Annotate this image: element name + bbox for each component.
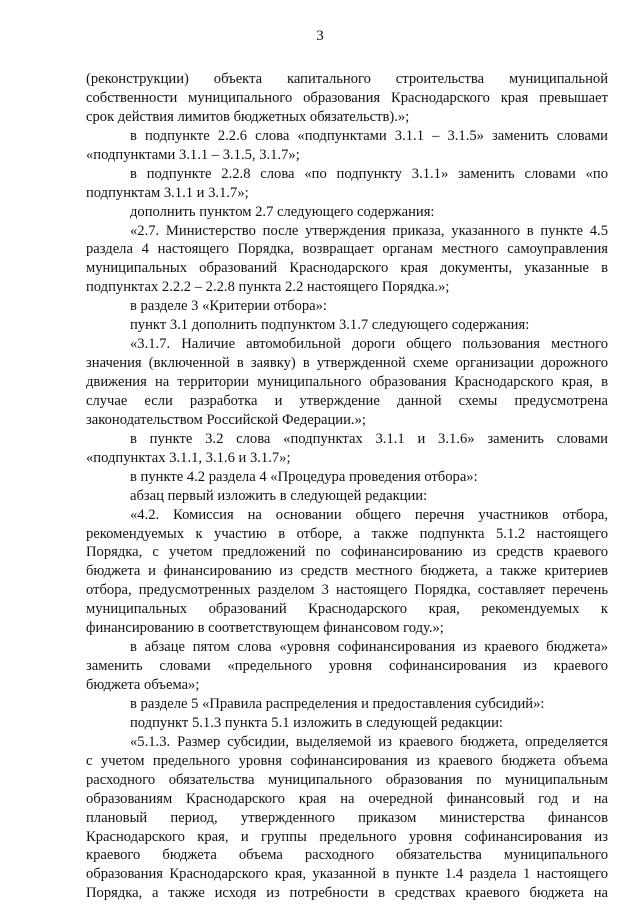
text-line: пункт 3.1 дополнить подпунктом 3.1.7 следующего содержания: [130, 317, 530, 334]
text-line: плановый период, утвержденного приказом министерства финансов [86, 809, 608, 826]
document-body [86, 70, 608, 903]
text-line: подпунктах 2.2.2 – 2.2.8 пункта 2.2 настоящего Порядка.»; [86, 279, 450, 296]
text-line: законодательством Российской Федерации.»; [86, 411, 366, 428]
text-line: отбора, предусмотренных разделом 3 настоящего Порядка, составляет перечень [86, 582, 608, 599]
text-line: подпункт 5.1.3 пункта 5.1 изложить в следующей редакции: [130, 714, 503, 731]
text-line: абзац первый изложить в следующей редакции: [130, 487, 428, 504]
text-line: в разделе 5 «Правила распределения и предоставления субсидий»: [130, 695, 545, 712]
text-line: срок действия лимитов бюджетных обязательств).»; [86, 108, 410, 125]
text-line: краевого бюджета объема расходного обязательства муниципального [86, 847, 608, 864]
text-line: дополнить пунктом 2.7 следующего содержания: [130, 203, 435, 220]
text-line: Краснодарского края, и группы предельного уровня софинансирования из [86, 828, 608, 845]
text-line: «2.7. Министерство после утверждения приказа, указанного в пункте 4.5 [130, 222, 608, 239]
text-line: расходного обязательства муниципального образования по муниципальным [86, 771, 608, 788]
text-line: в подпункте 2.2.6 слова «подпунктами 3.1.1 – 3.1.5» заменить словами [130, 127, 608, 144]
text-line: (реконструкции) объекта капитального строительства муниципальной [86, 71, 608, 87]
text-line: «4.2. Комиссия на основании общего перечня участников отбора, [130, 506, 608, 523]
text-line: рекомендуемых к участию в отборе, а также подпункта 5.1.2 настоящего [86, 525, 608, 542]
text-line: муниципальных образований Краснодарского края, рекомендуемых к [86, 601, 608, 618]
text-line: Порядка, а также исходя из потребности в средствах краевого бюджета на [86, 885, 608, 902]
text-line: в пункте 4.2 раздела 4 «Процедура проведения отбора»: [130, 468, 478, 485]
text-line: заменить словами «предельного уровня софинансирования из краевого [86, 658, 608, 675]
text-line: значения (включенной в заявку) в утвержденной схеме организации дорожного [86, 355, 608, 372]
text-line: «3.1.7. Наличие автомобильной дороги общего пользования местного [130, 336, 608, 353]
text-line: раздела 4 настоящего Порядка, возвращает органам местного самоуправления [86, 241, 608, 258]
text-line: Порядка, с учетом предложений по софинансированию из средств краевого [86, 544, 608, 561]
text-line: образования Краснодарского края, указанной в пункте 1.4 раздела 1 настоящего [86, 866, 608, 883]
text-line: в абзаце пятом слова «уровня софинансирования из краевого бюджета» [130, 639, 608, 656]
text-line: подпунктам 3.1.1 и 3.1.7»; [86, 184, 249, 201]
text-line: в подпункте 2.2.8 слова «по подпункту 3.1.1» заменить словами «по [130, 165, 608, 182]
text-line: муниципальных образований Краснодарского края документы, указанные в [86, 260, 608, 277]
text-line: в разделе 3 «Критерии отбора»: [130, 298, 327, 315]
text-line: движения на территории муниципального образования Краснодарского края, в [86, 374, 608, 390]
text-line: «подпунктами 3.1.1 – 3.1.5, 3.1.7»; [86, 146, 300, 163]
text-line: бюджета объема»; [86, 677, 200, 693]
text-line: с учетом предельного уровня софинансирования из краевого бюджета объема [86, 752, 608, 769]
text-line: «подпунктах 3.1.1, 3.1.6 и 3.1.7»; [86, 449, 291, 466]
text-line: собственности муниципального образования Краснодарского края превышает [86, 89, 608, 106]
text-line: финансированию в соответствующем финансовом году.»; [86, 620, 444, 637]
text-line: «5.1.3. Размер субсидии, выделяемой из краевого бюджета, определяется [130, 733, 608, 750]
page-number: 3 [316, 28, 324, 44]
text-line: в пункте 3.2 слова «подпунктах 3.1.1 и 3.1.6» заменить словами [130, 430, 608, 447]
text-line: случае если разработка и утверждение данной схемы предусмотрена [86, 392, 608, 409]
text-line: бюджета и финансированию из средств местного бюджета, а также критериев [86, 563, 608, 580]
text-line: образованиям Краснодарского края на очередной финансовый год и на [86, 790, 608, 807]
